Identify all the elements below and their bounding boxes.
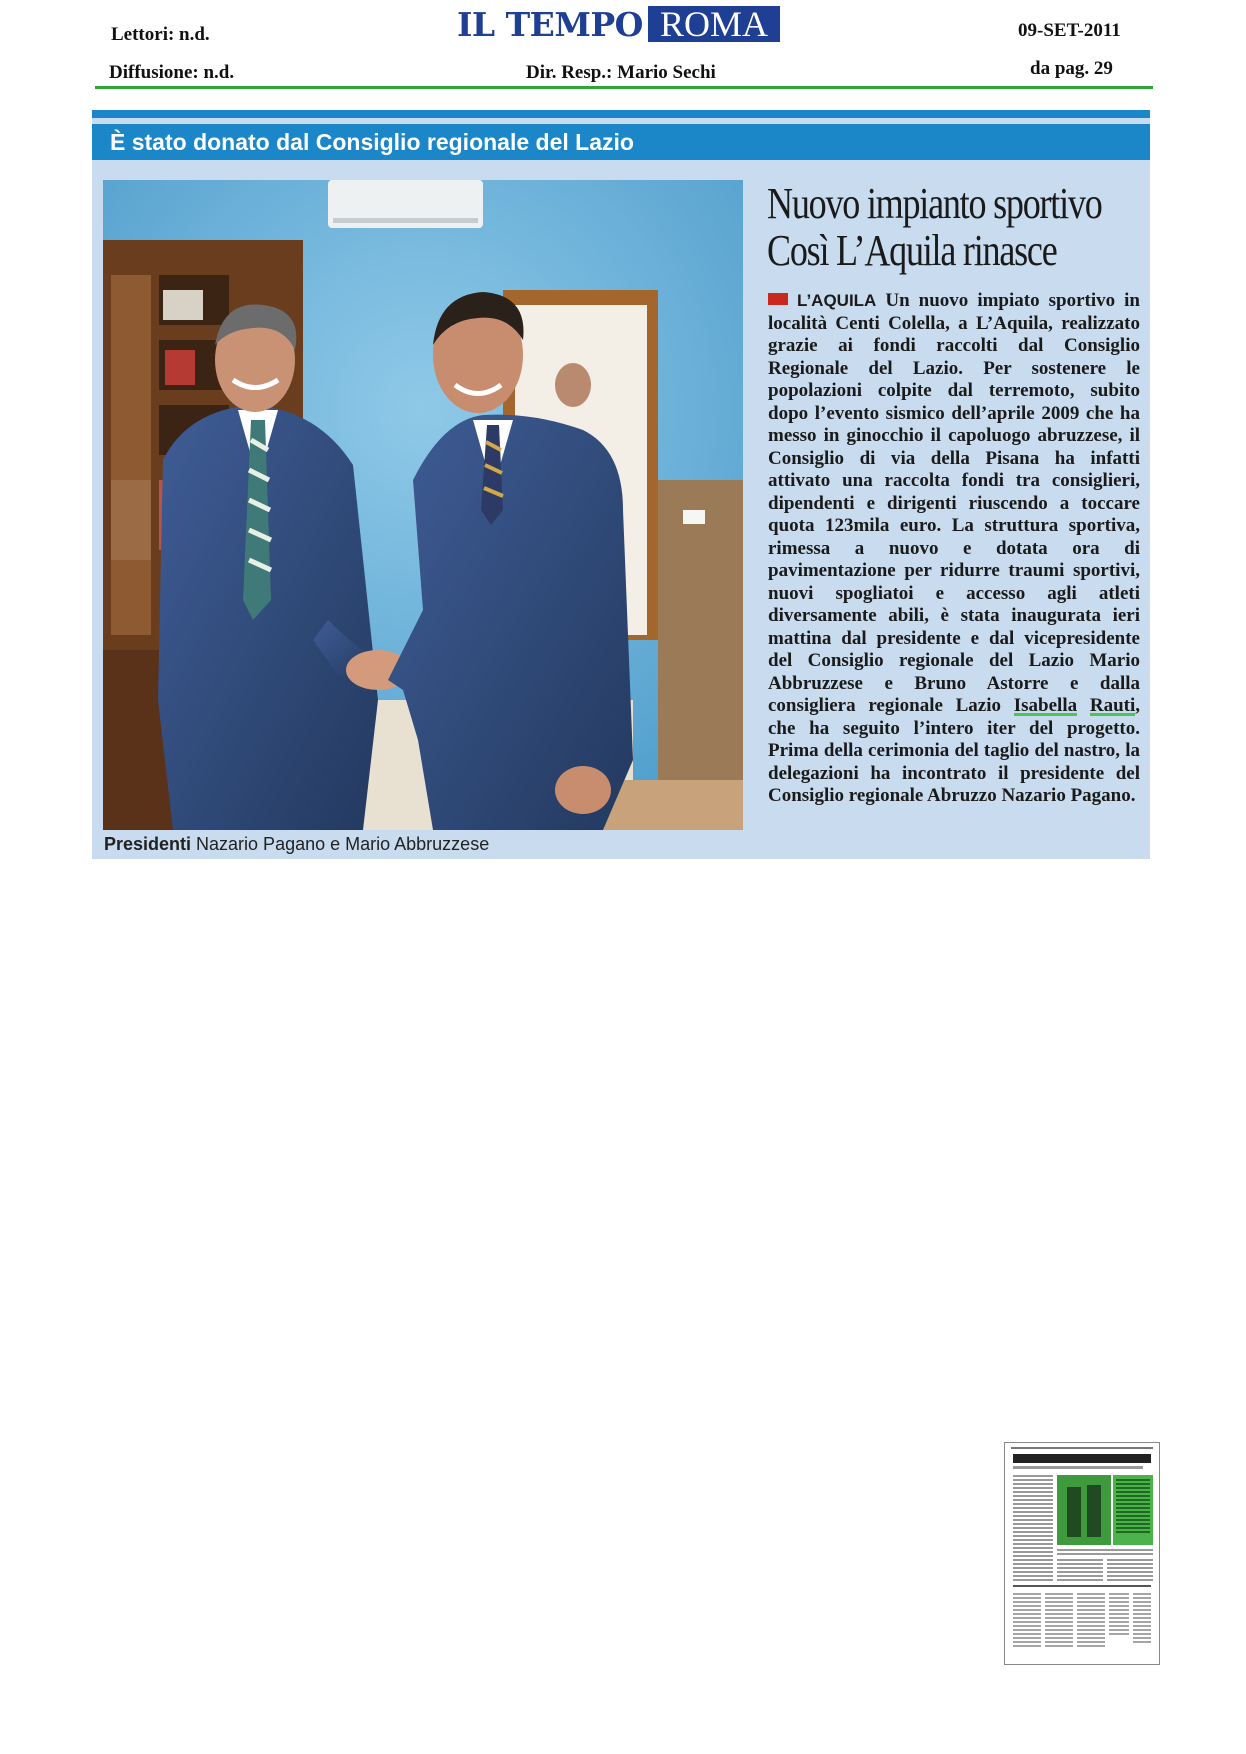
photo-caption <box>104 834 489 855</box>
kicker-text: È stato donato dal Consiglio regionale del Lazio <box>110 129 634 155</box>
red-square-icon <box>768 293 788 305</box>
headline <box>767 179 1102 275</box>
highlight-first-name: Isabella <box>1013 695 1078 716</box>
logo-city: ROMA <box>648 6 780 42</box>
kicker-bar <box>92 124 1150 160</box>
header-direttore: Dir. Resp.: Mario Sechi <box>526 62 716 83</box>
newspaper-logo <box>457 6 780 42</box>
article-photo <box>103 180 743 830</box>
highlight-last-name: Rauti <box>1089 695 1136 716</box>
article-body <box>768 290 1140 808</box>
header-divider <box>95 86 1153 89</box>
dateline: L’AQUILA <box>797 291 877 310</box>
body-text-part-1: Un nuovo impiato sportivo in località Centi Colella, a L’Aquila, realizzato grazie ai fondi raccolti dal Consiglio Regionale del Lazio. Per sostenere le popolazioni colpite dal terremoto, subito dopo l’evento sismico dell’aprile 2009 che ha messo in ginocchio il capoluogo abruzzese, il Consiglio di via della Pisana ha infatti attivato una raccolta fondi tra consiglieri, dipendenti e dirigenti riuscendo a toccare quota 123mila euro. La struttura sportiva, rimessa a nuovo e dotata ora di pavimentazione per ridurre traumi sportivi, nuovi spogliatoi e accesso agli atleti diversamente abili, è stata inaugurata ieri mattina dal presidente e dal vicepresidente del Consiglio regionale del Lazio Mario Abbruzzese e Bruno Astorre e dalla consigliera regionale Lazio <box>768 290 1140 716</box>
caption-bold: Presidenti <box>104 834 192 854</box>
page-thumbnail[interactable] <box>1004 1442 1160 1665</box>
headline-line-1: Nuovo impianto sportivo <box>767 179 1102 228</box>
caption-rest: Nazario Pagano e Mario Abbruzzese <box>191 834 490 854</box>
header-diffusione: Diffusione: n.d. <box>109 62 235 83</box>
headline-line-2: Così L’Aquila rinasce <box>767 226 1057 275</box>
logo-main: IL TEMPO <box>457 4 643 44</box>
top-accent-bar <box>92 110 1150 118</box>
header-date: 09-SET-2011 <box>1018 20 1121 41</box>
header-pagina: da pag. 29 <box>1030 58 1113 79</box>
header-lettori: Lettori: n.d. <box>111 24 210 45</box>
body-text-part-2: , che ha seguito l’intero iter del progetto. Prima della cerimonia del taglio del nastro, la delegazioni ha incontrato il presidente del Consiglio regionale Abruzzo Nazario Pagano. <box>768 695 1141 806</box>
article-panel <box>92 110 1150 859</box>
